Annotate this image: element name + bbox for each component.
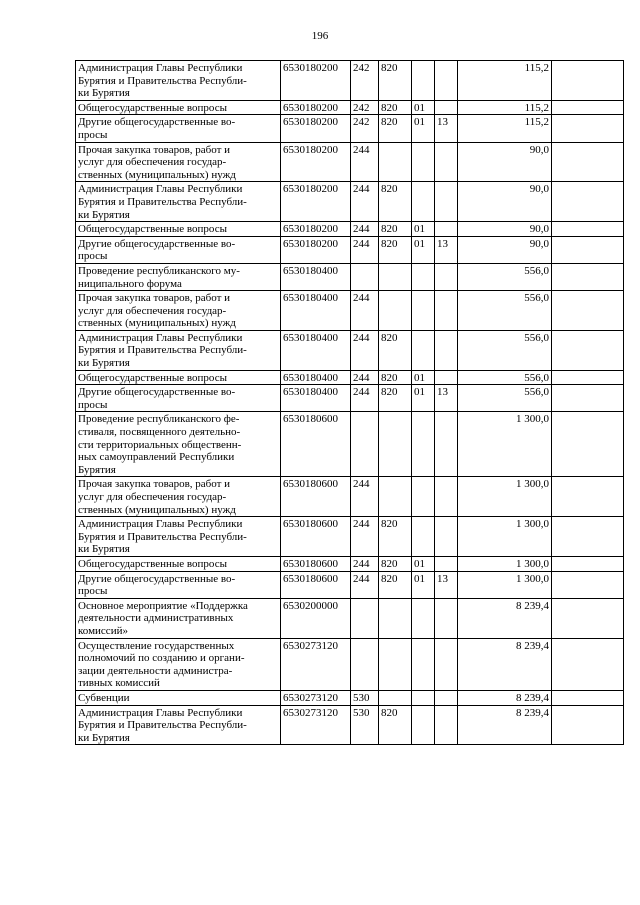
cell-empty [552,556,624,571]
cell-subsection: 13 [435,115,458,142]
cell-name-line: стиваля, посвященного деятельно- [78,426,241,439]
cell-admin-code: 820 [379,115,412,142]
cell-amount: 90,0 [458,182,552,222]
table-row [76,291,624,331]
cell-amount: 1 300,0 [458,477,552,517]
cell-name-line: услуг для обеспечения государ- [78,304,227,317]
cell-subsection [435,412,458,477]
cell-admin-code [379,638,412,690]
cell-admin-code: 820 [379,100,412,115]
table-row [76,690,624,705]
cell-section [412,477,435,517]
cell-name [76,705,281,745]
cell-empty [552,598,624,638]
cell-name-line: ки Бурятия [78,543,130,556]
cell-amount: 8 239,4 [458,705,552,745]
cell-section [412,61,435,101]
cell-amount: 1 300,0 [458,412,552,477]
cell-empty [552,291,624,331]
cell-expense-type [351,598,379,638]
cell-name-line: Другие общегосударственные во- [78,572,236,585]
cell-empty [552,100,624,115]
cell-target-code: 6530180400 [281,370,351,385]
cell-expense-type: 244 [351,370,379,385]
cell-expense-type: 244 [351,142,379,182]
cell-name [76,182,281,222]
cell-subsection [435,263,458,290]
cell-name [76,236,281,263]
cell-admin-code [379,598,412,638]
cell-name-line: Общегосударственные вопросы [78,101,227,114]
cell-empty [552,370,624,385]
cell-name-line: Другие общегосударственные во- [78,116,236,129]
cell-name [76,100,281,115]
cell-name-line: Общегосударственные вопросы [78,223,227,236]
cell-section: 01 [412,222,435,237]
cell-subsection [435,690,458,705]
cell-amount: 556,0 [458,370,552,385]
cell-name [76,370,281,385]
cell-target-code: 6530180400 [281,291,351,331]
cell-name-line: ки Бурятия [78,87,130,100]
cell-target-code: 6530273120 [281,638,351,690]
table-row [76,598,624,638]
cell-subsection [435,182,458,222]
cell-name-line: Прочая закупка товаров, работ и [78,143,231,156]
cell-section: 01 [412,236,435,263]
cell-name [76,222,281,237]
cell-amount: 90,0 [458,222,552,237]
cell-section [412,705,435,745]
cell-section [412,638,435,690]
cell-expense-type: 530 [351,705,379,745]
cell-name-line: Администрация Главы Республики [78,518,243,531]
cell-amount: 556,0 [458,330,552,370]
cell-section [412,330,435,370]
table-row [76,705,624,745]
cell-section [412,690,435,705]
cell-name-line: Администрация Главы Республики [78,183,243,196]
cell-empty [552,142,624,182]
cell-amount: 115,2 [458,100,552,115]
cell-name [76,291,281,331]
cell-admin-code: 820 [379,705,412,745]
cell-expense-type: 244 [351,222,379,237]
cell-name-line: Бурятия и Правительства Республи- [78,344,247,357]
cell-expense-type: 244 [351,477,379,517]
cell-empty [552,690,624,705]
cell-target-code: 6530180600 [281,412,351,477]
cell-expense-type [351,263,379,290]
cell-admin-code [379,291,412,331]
cell-amount: 8 239,4 [458,598,552,638]
cell-name-line: ниципального форума [78,277,182,290]
cell-expense-type: 242 [351,115,379,142]
cell-name-line: просы [78,398,108,411]
cell-section [412,182,435,222]
cell-name-line: Бурятия [78,463,116,476]
cell-subsection: 13 [435,571,458,598]
table-row [76,638,624,690]
cell-target-code: 6530180200 [281,115,351,142]
cell-name-line: комиссий» [78,624,128,637]
cell-name-line: услуг для обеспечения государ- [78,156,227,169]
cell-subsection [435,556,458,571]
cell-amount: 1 300,0 [458,556,552,571]
cell-expense-type: 244 [351,330,379,370]
cell-name-line: Другие общегосударственные во- [78,237,236,250]
budget-table [75,60,624,745]
cell-expense-type: 530 [351,690,379,705]
table-row [76,263,624,290]
table-row [76,370,624,385]
cell-expense-type: 242 [351,61,379,101]
cell-section: 01 [412,571,435,598]
cell-name-line: ственных (муниципальных) нужд [78,317,236,330]
cell-name [76,690,281,705]
cell-section [412,598,435,638]
cell-name-line: Администрация Главы Республики [78,331,243,344]
table-row [76,556,624,571]
cell-amount: 556,0 [458,263,552,290]
cell-name [76,598,281,638]
table-row [76,61,624,101]
cell-name-line: Бурятия и Правительства Республи- [78,195,247,208]
cell-section [412,517,435,557]
table-row [76,115,624,142]
cell-name-line: зации деятельности администра- [78,664,233,677]
cell-name [76,330,281,370]
table-row [76,571,624,598]
cell-empty [552,477,624,517]
cell-expense-type: 244 [351,556,379,571]
cell-subsection [435,370,458,385]
cell-name-line: Бурятия и Правительства Республи- [78,719,247,732]
cell-name-line: Прочая закупка товаров, работ и [78,478,231,491]
cell-empty [552,236,624,263]
cell-admin-code: 820 [379,222,412,237]
cell-amount: 556,0 [458,291,552,331]
cell-subsection [435,517,458,557]
cell-name [76,263,281,290]
cell-expense-type: 244 [351,291,379,331]
cell-expense-type: 244 [351,517,379,557]
cell-empty [552,638,624,690]
cell-target-code: 6530273120 [281,705,351,745]
cell-target-code: 6530180600 [281,477,351,517]
cell-name [76,556,281,571]
cell-name [76,115,281,142]
cell-empty [552,385,624,412]
cell-section [412,412,435,477]
cell-subsection [435,291,458,331]
cell-target-code: 6530180200 [281,100,351,115]
cell-target-code: 6530180200 [281,236,351,263]
cell-name-line: просы [78,585,108,598]
cell-name-line: Бурятия и Правительства Республи- [78,530,247,543]
cell-name-line: ки Бурятия [78,208,130,221]
cell-name [76,571,281,598]
cell-amount: 115,2 [458,115,552,142]
cell-target-code: 6530180400 [281,263,351,290]
cell-subsection [435,598,458,638]
cell-empty [552,263,624,290]
cell-name-line: услуг для обеспечения государ- [78,491,227,503]
cell-expense-type: 244 [351,182,379,222]
cell-subsection: 13 [435,236,458,263]
cell-name [76,61,281,101]
cell-name-line: Бурятия и Правительства Республи- [78,74,247,87]
cell-name-line: просы [78,250,108,263]
cell-name-line: сти территориальных общественн- [78,438,242,451]
table-row [76,517,624,557]
cell-subsection [435,638,458,690]
cell-empty [552,222,624,237]
cell-name-line: Общегосударственные вопросы [78,371,227,384]
cell-name-line: полномочий по созданию и органи- [78,652,245,665]
cell-section: 01 [412,370,435,385]
cell-admin-code: 820 [379,517,412,557]
cell-empty [552,571,624,598]
cell-subsection [435,142,458,182]
table-row [76,222,624,237]
cell-name-line: Администрация Главы Республики [78,706,243,719]
cell-expense-type: 242 [351,100,379,115]
cell-name-line: ки Бурятия [78,357,130,370]
cell-admin-code: 820 [379,556,412,571]
cell-expense-type [351,412,379,477]
cell-admin-code [379,142,412,182]
cell-name-line: Прочая закупка товаров, работ и [78,292,231,305]
cell-name-line: ственных (муниципальных) нужд [78,168,236,181]
cell-expense-type: 244 [351,571,379,598]
cell-admin-code [379,690,412,705]
table-row [76,385,624,412]
cell-subsection [435,477,458,517]
cell-name-line: просы [78,128,108,141]
table-row [76,182,624,222]
cell-name-line: Администрация Главы Республики [78,62,243,74]
cell-name [76,517,281,557]
cell-admin-code [379,263,412,290]
cell-admin-code: 820 [379,236,412,263]
cell-target-code: 6530180200 [281,142,351,182]
cell-section [412,142,435,182]
cell-target-code: 6530180600 [281,517,351,557]
cell-admin-code: 820 [379,370,412,385]
cell-name-line: ственных (муниципальных) нужд [78,503,236,516]
cell-section [412,291,435,331]
cell-amount: 90,0 [458,236,552,263]
cell-name-line: Другие общегосударственные во- [78,386,236,399]
cell-admin-code: 820 [379,571,412,598]
cell-section: 01 [412,385,435,412]
cell-target-code: 6530180200 [281,222,351,237]
cell-name-line: Основное мероприятие «Поддержка [78,599,248,612]
cell-admin-code: 820 [379,330,412,370]
cell-target-code: 6530180400 [281,330,351,370]
cell-empty [552,61,624,101]
cell-expense-type [351,638,379,690]
cell-name-line: Общегосударственные вопросы [78,557,227,570]
cell-subsection [435,330,458,370]
cell-target-code: 6530180400 [281,385,351,412]
cell-subsection [435,100,458,115]
cell-name-line: Проведение республиканского фе- [78,413,240,426]
cell-name-line: ных самоуправлений Республики [78,451,235,464]
cell-expense-type: 244 [351,385,379,412]
cell-section: 01 [412,556,435,571]
cell-section: 01 [412,100,435,115]
cell-name [76,385,281,412]
cell-amount: 8 239,4 [458,638,552,690]
cell-target-code: 6530200000 [281,598,351,638]
table-row [76,477,624,517]
table-row [76,330,624,370]
cell-subsection: 13 [435,385,458,412]
cell-target-code: 6530180600 [281,556,351,571]
cell-expense-type: 244 [351,236,379,263]
budget-table-body [76,61,624,745]
cell-amount: 115,2 [458,61,552,101]
cell-empty [552,517,624,557]
cell-amount: 8 239,4 [458,690,552,705]
cell-section: 01 [412,115,435,142]
cell-amount: 556,0 [458,385,552,412]
cell-empty [552,115,624,142]
cell-empty [552,705,624,745]
cell-empty [552,412,624,477]
cell-name-line: Осуществление государственных [78,639,235,652]
cell-admin-code: 820 [379,182,412,222]
cell-amount: 1 300,0 [458,517,552,557]
cell-target-code: 6530273120 [281,690,351,705]
cell-admin-code [379,412,412,477]
table-row [76,236,624,263]
cell-amount: 1 300,0 [458,571,552,598]
cell-empty [552,182,624,222]
table-row [76,142,624,182]
page-number: 196 [311,30,329,42]
table-row [76,412,624,477]
cell-amount: 90,0 [458,142,552,182]
cell-subsection [435,705,458,745]
cell-subsection [435,61,458,101]
cell-target-code: 6530180600 [281,571,351,598]
cell-section [412,263,435,290]
cell-name [76,412,281,477]
cell-name [76,142,281,182]
cell-empty [552,330,624,370]
cell-name-line: деятельности административных [78,612,234,625]
cell-name-line: тивных комиссий [78,677,160,690]
cell-target-code: 6530180200 [281,61,351,101]
cell-name-line: Проведение республиканского му- [78,264,240,277]
cell-name-line: Субвенции [78,691,130,704]
cell-name [76,638,281,690]
cell-name-line: ки Бурятия [78,731,130,744]
cell-target-code: 6530180200 [281,182,351,222]
table-row [76,100,624,115]
cell-name [76,477,281,517]
cell-admin-code [379,477,412,517]
cell-subsection [435,222,458,237]
cell-admin-code: 820 [379,385,412,412]
cell-admin-code: 820 [379,61,412,101]
